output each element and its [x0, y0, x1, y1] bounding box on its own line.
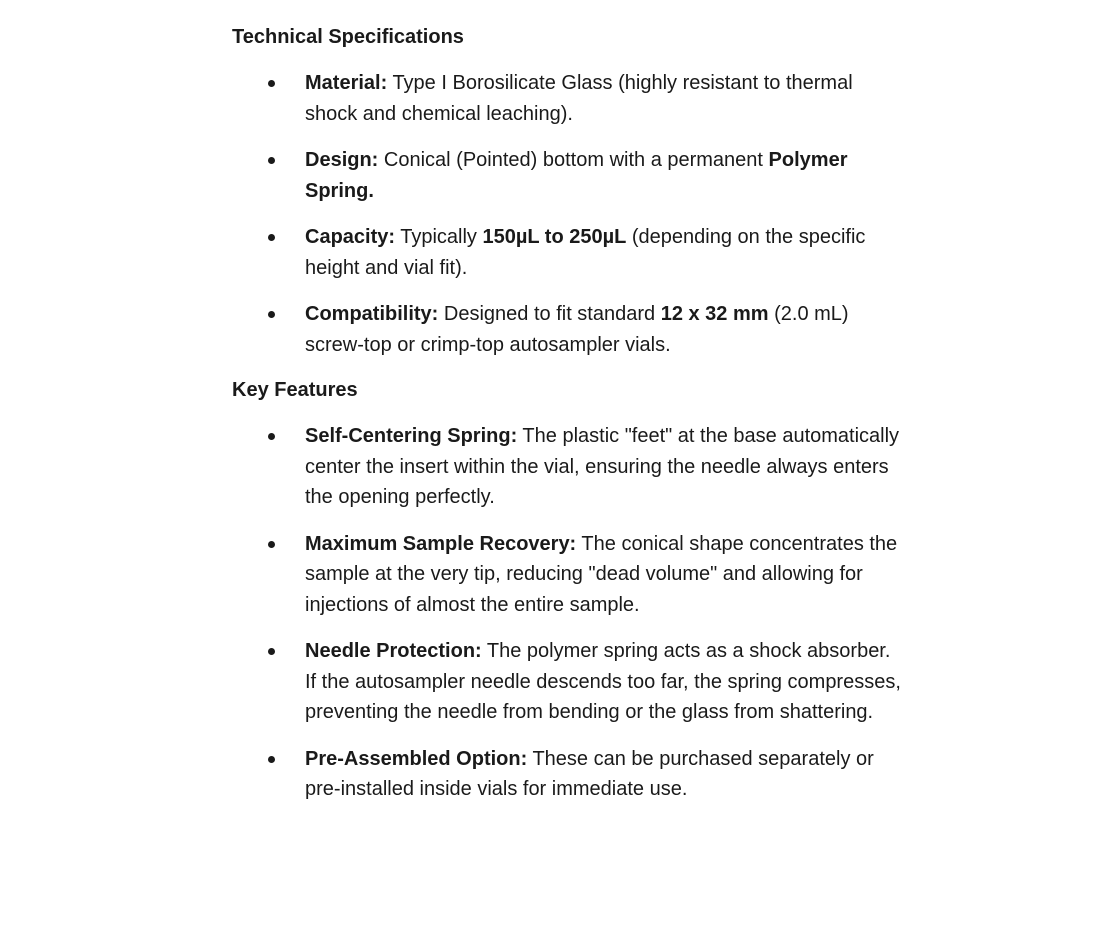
feature-term: Needle Protection:	[305, 640, 482, 662]
bullet-icon	[268, 157, 275, 164]
feature-item-self-centering	[232, 421, 905, 513]
feature-text: These can be purchased separately or pre-installed inside vials for immediate use.	[305, 747, 874, 800]
feature-item-needle-protection	[232, 636, 905, 728]
feature-item-pre-assembled	[232, 744, 905, 805]
spec-item-design	[232, 145, 905, 206]
bullet-icon	[268, 756, 275, 763]
bullet-icon	[268, 311, 275, 318]
spec-term: Material:	[305, 72, 388, 94]
key-features-list	[232, 421, 932, 805]
spec-highlight: Polymer Spring.	[305, 149, 848, 202]
spec-highlight: 12 x 32 mm	[660, 303, 769, 325]
bullet-icon	[268, 648, 275, 655]
bullet-icon	[268, 541, 275, 548]
spec-item-compatibility	[232, 299, 905, 360]
feature-text: The polymer spring acts as a shock absorber. If the autosampler needle descends too far, the spring compresses, preventing the needle from bending or the glass from shattering.	[305, 640, 901, 723]
spec-text: Conical (Pointed) bottom with a permanent	[378, 149, 769, 171]
spec-text: Designed to fit standard	[438, 303, 661, 325]
feature-item-sample-recovery	[232, 529, 905, 621]
feature-term: Self-Centering Spring:	[305, 425, 518, 447]
spec-highlight: 150µL to 250µL	[482, 226, 627, 248]
bullet-icon	[268, 234, 275, 241]
bullet-icon	[268, 80, 275, 87]
feature-text: The conical shape concentrates the sample at the very tip, reducing "dead volume" and allowing for injections of almost the entire sample.	[305, 532, 898, 616]
spec-term: Compatibility:	[305, 303, 439, 325]
technical-specifications-heading: Technical Specifications	[232, 26, 464, 48]
spec-item-material	[232, 68, 905, 129]
feature-term: Maximum Sample Recovery:	[305, 532, 577, 555]
spec-term: Design:	[305, 149, 379, 171]
spec-text: (depending on the specific height and vial fit).	[305, 226, 866, 279]
key-features-heading: Key Features	[232, 379, 358, 401]
bullet-icon	[268, 433, 275, 440]
spec-term: Capacity:	[305, 226, 396, 248]
document-body	[232, 22, 932, 805]
spec-item-capacity	[232, 222, 905, 283]
spec-text: (2.0 mL) screw-top or crimp-top autosampler vials.	[305, 303, 849, 356]
technical-specifications-list	[232, 68, 932, 360]
spec-text: Typically	[395, 226, 483, 248]
spec-text: Type I Borosilicate Glass (highly resistant to thermal shock and chemical leaching).	[305, 72, 853, 125]
feature-text: The plastic "feet" at the base automatically center the insert within the vial, ensuring the needle always enters the opening perfectly.	[305, 425, 900, 508]
feature-term: Pre-Assembled Option:	[305, 747, 528, 770]
